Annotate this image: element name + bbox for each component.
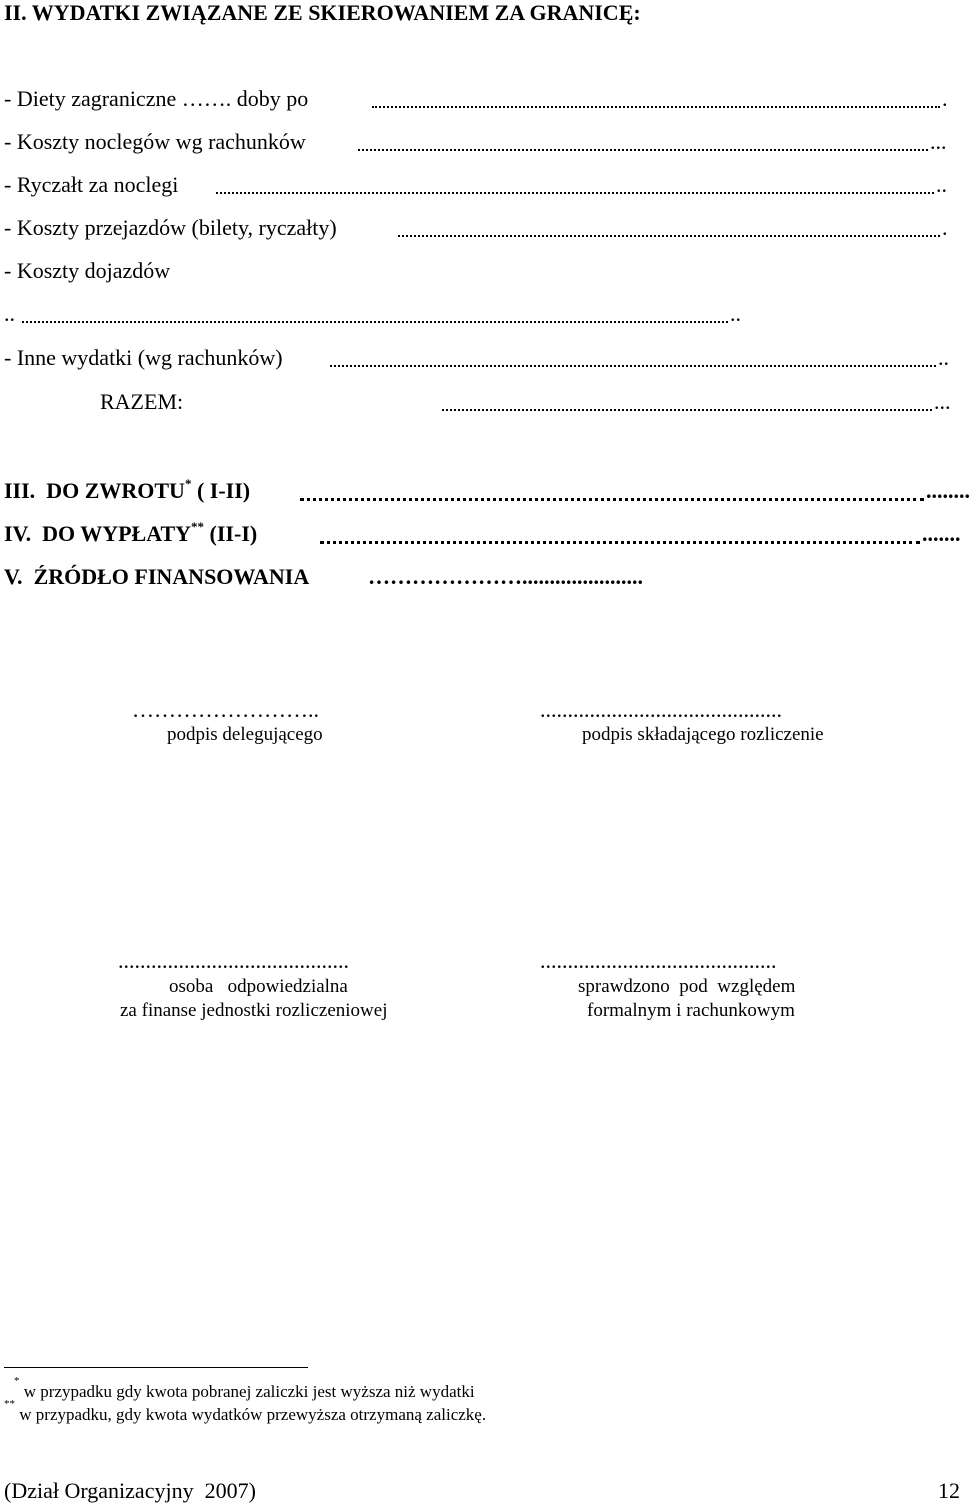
row-end: ... [930,129,947,154]
section-formula: (II-I) [209,521,258,546]
signature-label: za finanse jednostki rozliczeniowej [120,1000,388,1021]
fill-line [372,106,940,108]
signature-dots: ............................................ [540,697,782,722]
row-end: .. [936,172,947,197]
total-label: RAZEM: [100,389,184,414]
row-label: - Diety zagraniczne ……. doby po [4,86,309,111]
section-number: III. [4,478,36,503]
section-number: IV. [4,521,32,546]
footnote-mark: * [14,1375,20,1388]
row-label: - Koszty noclegów wg rachunków [4,129,306,154]
section-formula: ( I-II) [196,478,251,503]
row-label: .. [4,301,15,326]
footer-source: (Dział Organizacyjny 2007) [4,1478,256,1503]
signature-dots: ........................................... [540,948,777,973]
signature-label: osoba odpowiedzialna [169,976,348,997]
page-number: 12 [938,1478,960,1503]
signature-dots: …………………….. [132,697,319,722]
row-end: . [942,86,948,111]
footnote-mark: ** [4,1398,15,1411]
fill-line [22,321,728,323]
row-label: - Koszty przejazdów (bilety, ryczałty) [4,215,337,240]
footnote-text: w przypadku gdy kwota pobranej zaliczki jest wyższa niż wydatki [23,1382,475,1401]
fill-line [358,149,928,151]
footnote-mark: * [184,475,192,491]
row-end: . [942,215,948,240]
section-end: …………………...................... [368,564,643,589]
signature-label: podpis składającego rozliczenie [582,724,824,745]
section-title: DO ZWROTU [46,478,185,503]
section-title: DO WYPŁATY [42,521,192,546]
signature-label: podpis delegującego [167,724,323,745]
footnote [14,1375,475,1402]
section-end: ........ [926,478,970,503]
signature-label: sprawdzono pod względem [578,976,796,997]
section-heading-ii: II. WYDATKI ZWIĄZANE ZE SKIEROWANIEM ZA GRANICĘ: [4,0,641,25]
footnote-text: w przypadku, gdy kwota wydatków przewyższa otrzymaną zaliczkę. [19,1405,487,1424]
row-label: - Ryczałt za noclegi [4,172,179,197]
row-label: - Inne wydatki (wg rachunków) [4,345,283,370]
row-end: .. [938,345,949,370]
section-number: V. [4,564,23,589]
footnote-separator [4,1367,308,1368]
section-end: ....... [922,521,961,546]
fill-line [300,498,924,501]
fill-line [330,365,936,367]
fill-line [216,192,934,194]
footnote [4,1398,487,1425]
total-end: ... [934,389,951,414]
section-title: ŹRÓDŁO FINANSOWANIA [33,564,310,589]
fill-line [442,409,932,411]
fill-line [320,541,920,544]
footnote-mark: ** [191,518,205,534]
row-end: .. [730,301,741,326]
row-label: - Koszty dojazdów [4,258,171,283]
fill-line [398,235,940,237]
signature-label: formalnym i rachunkowym [587,1000,795,1021]
signature-dots: .......................................... [118,948,349,973]
